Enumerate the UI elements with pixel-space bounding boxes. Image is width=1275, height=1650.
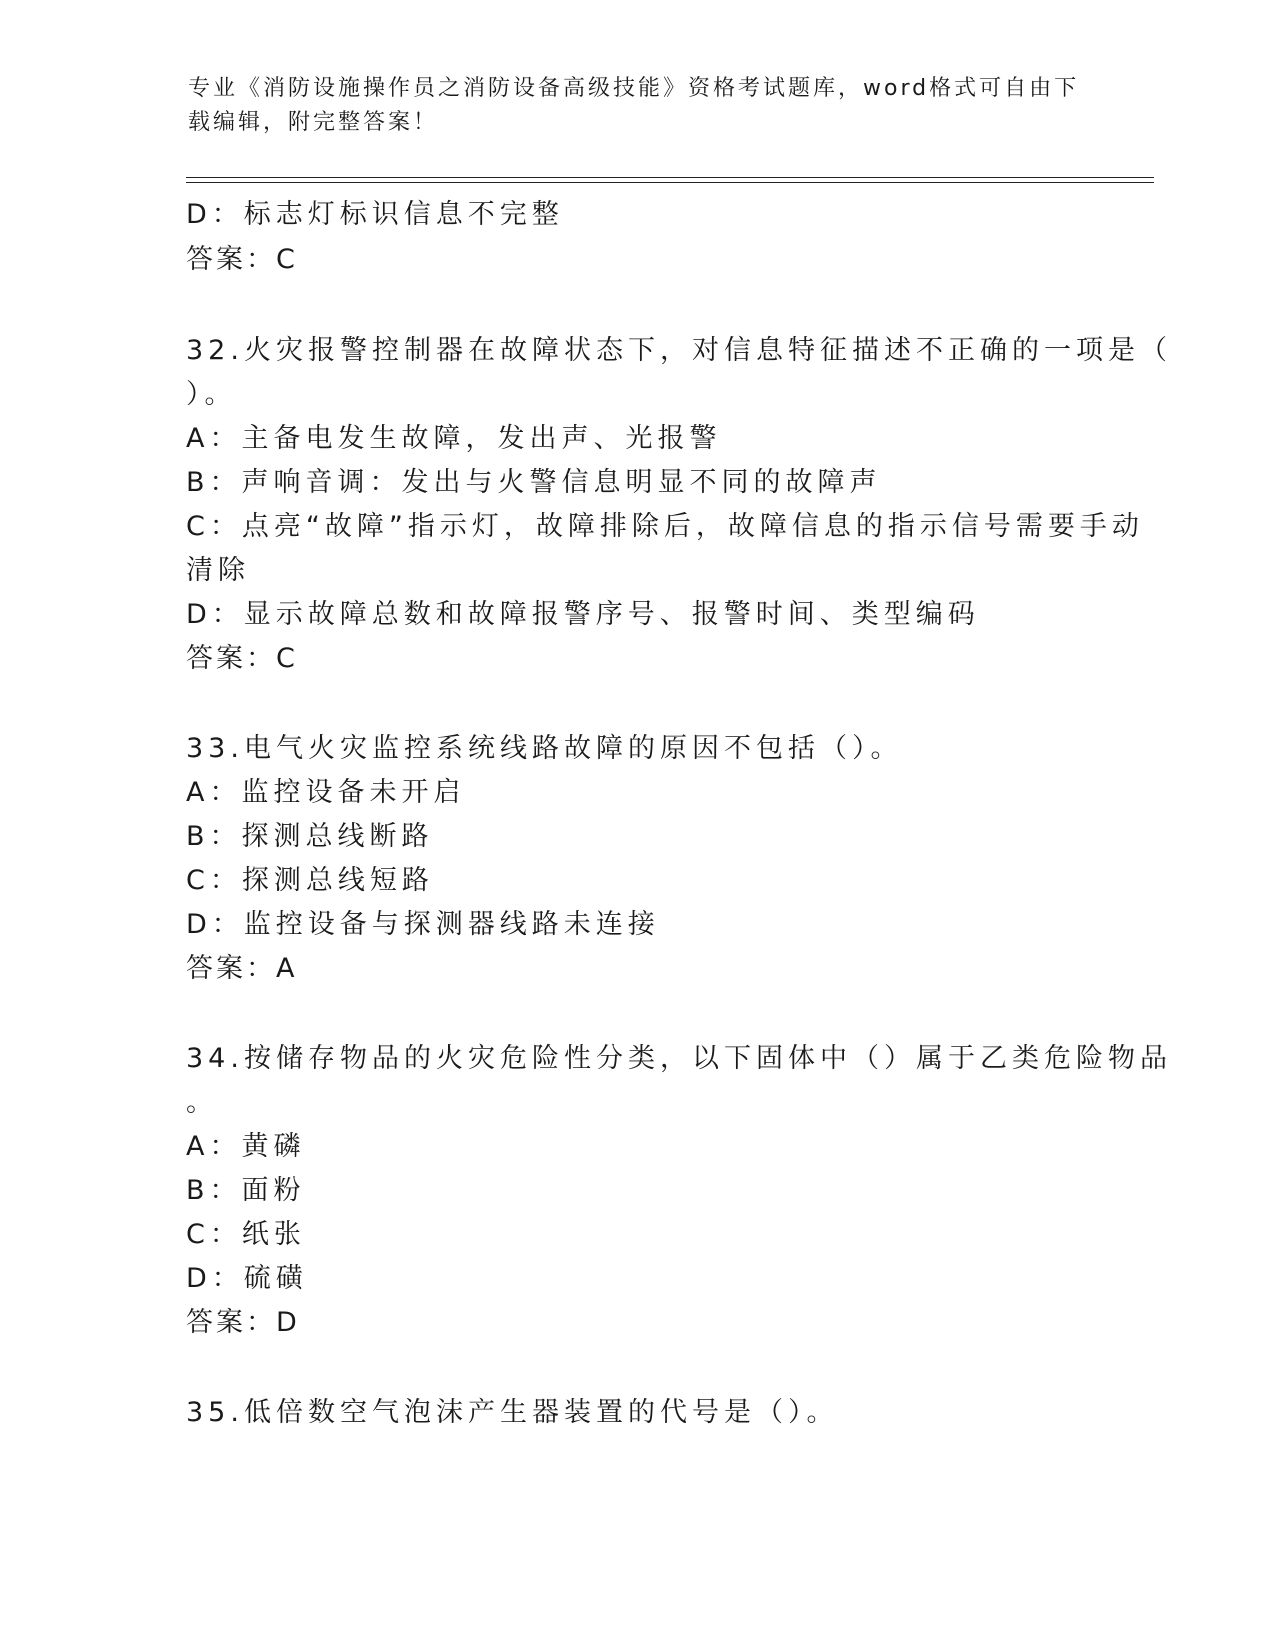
document-header	[188, 72, 1088, 140]
question-34-continued: 。	[186, 1087, 218, 1118]
answer-line: 答案：A	[186, 953, 298, 984]
option-d: D：硫磺	[186, 1263, 308, 1294]
option-b: B：面粉	[186, 1175, 306, 1206]
option-d: D：显示故障总数和故障报警序号、报警时间、类型编码	[186, 599, 980, 630]
option-a: A：黄磷	[186, 1131, 306, 1162]
question-32: 32.火灾报警控制器在故障状态下，对信息特征描述不正确的一项是（	[186, 335, 1172, 366]
option-a: A：监控设备未开启	[186, 777, 466, 808]
option-a: A：主备电发生故障，发出声、光报警	[186, 423, 722, 454]
option-c-continued: 清除	[186, 555, 250, 586]
question-33: 33.电气火灾监控系统线路故障的原因不包括（）。	[186, 733, 903, 764]
header-line-2: 载编辑，附完整答案！	[188, 110, 439, 135]
option-b: B：探测总线断路	[186, 821, 434, 852]
question-32-continued: ）。	[186, 379, 237, 410]
answer-line: 答案：C	[186, 643, 298, 674]
option-d: D：标志灯标识信息不完整	[186, 199, 564, 230]
option-c: C：探测总线短路	[186, 865, 434, 896]
header-line-1: 专业《消防设施操作员之消防设备高级技能》资格考试题库，word格式可自由下	[188, 76, 1080, 101]
option-d: D：监控设备与探测器线路未连接	[186, 909, 660, 940]
question-35: 35.低倍数空气泡沫产生器装置的代号是（）。	[186, 1397, 839, 1428]
header-divider-top	[186, 177, 1154, 178]
option-c: C：点亮“故障”指示灯，故障排除后，故障信息的指示信号需要手动	[186, 511, 1144, 542]
answer-line: 答案：D	[186, 1307, 300, 1338]
option-b: B：声响音调：发出与火警信息明显不同的故障声	[186, 467, 882, 498]
option-c: C：纸张	[186, 1219, 306, 1250]
header-divider-bottom	[186, 182, 1154, 183]
answer-line: 答案：C	[186, 244, 298, 275]
question-34: 34.按储存物品的火灾危险性分类，以下固体中（）属于乙类危险物品	[186, 1043, 1172, 1074]
